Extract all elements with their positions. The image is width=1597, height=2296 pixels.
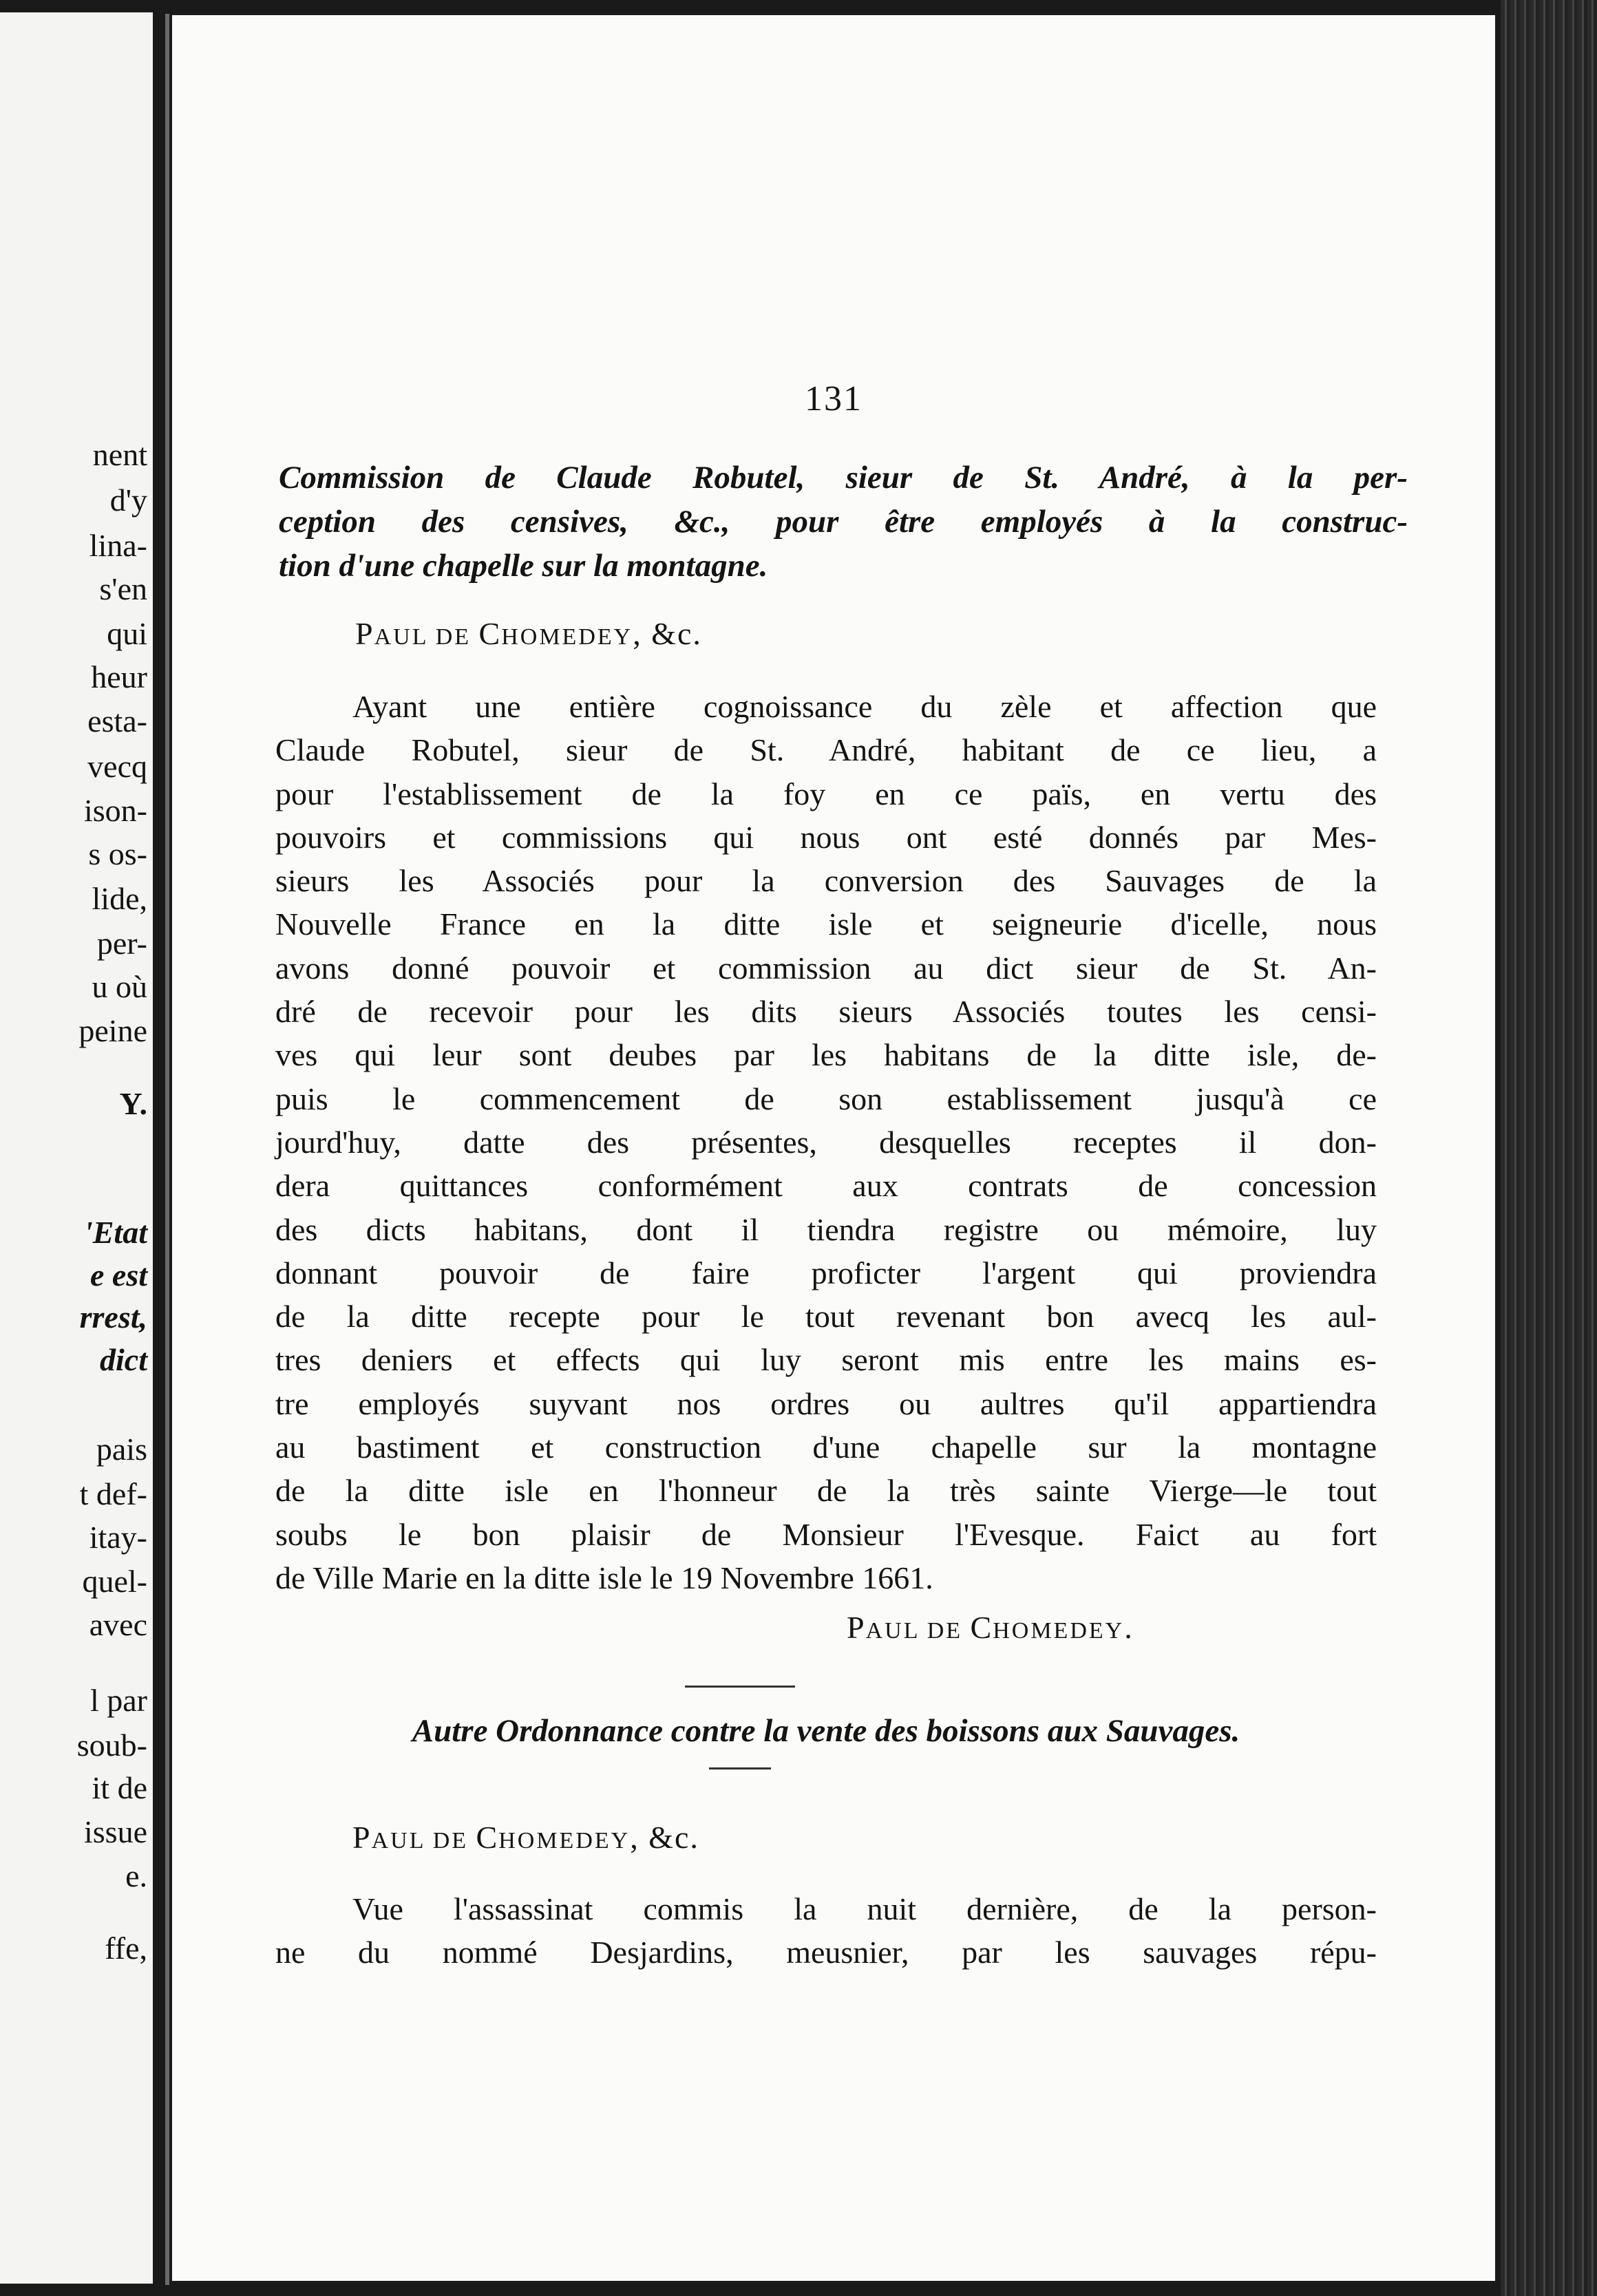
heading-line: Commission de Claude Robutel, sieur de St. André, à la per- <box>279 460 1408 496</box>
sig-initial: P <box>355 616 374 651</box>
body-line: tre employés suyvant nos ordres ou aultres qu'il appartiendra <box>275 1385 1377 1421</box>
left-page-fragment: esta- <box>87 703 147 738</box>
body-line: Nouvelle France en la ditte isle et seigneurie d'icelle, nous <box>275 906 1377 942</box>
body-line: ne du nommé Desjardins, meusnier, par les sauvages répu- <box>275 1935 1377 1970</box>
page-edge-shadow <box>1501 0 1597 2296</box>
sig-initial: C <box>476 1820 499 1855</box>
left-page-fragment: per- <box>96 926 147 961</box>
left-page-fragment: lina- <box>89 528 147 563</box>
sig-smallcaps: HOMEDEY <box>501 624 633 650</box>
left-page-fragment: heur <box>91 659 147 694</box>
commission-heading <box>279 456 1408 588</box>
left-page-fragment: vecq <box>87 749 147 784</box>
sig-smallcaps: AUL DE <box>865 1618 971 1644</box>
sig-tail: . <box>1124 1610 1134 1645</box>
sig-initial: C <box>970 1610 993 1645</box>
left-page-fragment: lide, <box>92 881 147 916</box>
ordonnance-title: Autre Ordonnance contre la vente des boissons aux Sauvages. <box>412 1713 1240 1749</box>
body-line: au bastiment et construction d'une chapelle sur la montagne <box>275 1429 1377 1465</box>
body-line: ves qui leur sont deubes par les habitans de la ditte isle, de- <box>275 1037 1377 1073</box>
body-line: de la ditte isle en l'honneur de la très sainte Vierge—le tout <box>275 1473 1377 1509</box>
body-line: de la ditte recepte pour le tout revenant bon avecq les aul- <box>275 1299 1377 1335</box>
body-line: Ayant une entière cognoissance du zèle et affection que <box>352 689 1377 724</box>
body-line: Claude Robutel, sieur de St. André, habitant de ce lieu, a <box>275 732 1377 768</box>
sig-initial: P <box>847 1610 866 1645</box>
left-page-fragment: itay- <box>89 1520 147 1555</box>
left-page-fragment: soub- <box>76 1728 147 1763</box>
left-page-fragment: s'en <box>99 571 147 606</box>
section-divider <box>709 1767 771 1769</box>
body-line: des dicts habitans, dont il tiendra registre ou mémoire, luy <box>275 1211 1377 1247</box>
body-line: Vue l'assassinat commis la nuit dernière, de la person- <box>352 1891 1377 1926</box>
commission-body <box>275 685 1377 1599</box>
left-page-fragment: l par <box>89 1683 147 1718</box>
page-number: 131 <box>805 379 863 418</box>
sig-tail: , &c. <box>633 616 702 651</box>
sig-smallcaps: AUL DE <box>371 1828 476 1853</box>
opening-signature <box>355 618 702 650</box>
body-line: dré de recevoir pour les dits sieurs Associés toutes les censi- <box>275 994 1377 1030</box>
section-divider <box>685 1686 795 1688</box>
closing-signature <box>847 1612 1134 1644</box>
body-line: avons donné pouvoir et commission au dict sieur de St. An- <box>275 950 1377 986</box>
left-page-fragment: s os- <box>88 836 147 871</box>
left-page-fragment: u où <box>92 969 147 1004</box>
body-line: soubs le bon plaisir de Monsieur l'Evesque. Faict au fort <box>275 1516 1377 1552</box>
body-line: tres deniers et effects qui luy seront mis entre les mains es- <box>275 1342 1377 1378</box>
left-page-fragment: 'Etat <box>83 1215 147 1250</box>
body-line: pouvoirs et commissions qui nous ont esté donnés par Mes- <box>275 819 1377 855</box>
heading-line: tion d'une chapelle sur la montagne. <box>279 548 768 584</box>
left-page-fragment: quel- <box>82 1564 147 1599</box>
left-page-fragment: nent <box>92 437 147 472</box>
body-line: dera quittances conformément aux contrats de concession <box>275 1168 1377 1204</box>
left-page-fragment: avec <box>89 1607 147 1642</box>
sig-smallcaps: HOMEDEY <box>993 1618 1125 1644</box>
sig-initial: P <box>352 1820 372 1855</box>
body-line: de Ville Marie en la ditte isle le 19 Novembre 1661. <box>275 1560 933 1595</box>
left-page-fragment: ison- <box>84 793 147 828</box>
left-facing-page <box>0 12 153 2284</box>
sig-smallcaps: AUL DE <box>374 624 479 650</box>
body-line: sieurs les Associés pour la conversion des Sauvages de la <box>275 863 1377 899</box>
gutter-shadow <box>165 14 169 2285</box>
heading-line: ception des censives, &c., pour être employés à la construc- <box>279 504 1408 540</box>
left-page-fragment: rrest, <box>79 1299 147 1335</box>
left-page-fragment: dict <box>100 1342 147 1377</box>
left-page-fragment: qui <box>107 616 147 651</box>
sig-tail: , &c. <box>630 1820 699 1855</box>
body-line: donnant pouvoir de faire proficter l'argent qui proviendra <box>275 1255 1377 1290</box>
sig-initial: C <box>478 616 502 651</box>
left-page-fragment: e est <box>89 1257 147 1293</box>
left-page-fragment: Y. <box>119 1086 147 1121</box>
sig-smallcaps: HOMEDEY <box>498 1828 631 1853</box>
left-page-fragment: ffe, <box>105 1931 147 1966</box>
second-opening-signature <box>352 1822 699 1853</box>
body-line: puis le commencement de son establissement jusqu'à ce <box>275 1081 1377 1116</box>
left-page-fragment: e. <box>125 1858 147 1893</box>
left-page-fragment: issue <box>84 1814 147 1849</box>
body-line: pour l'establissement de la foy en ce païs, en vertu des <box>275 776 1377 811</box>
right-page <box>172 15 1495 2281</box>
body-line: jourd'huy, datte des présentes, desquelles receptes il don- <box>275 1124 1377 1160</box>
left-page-fragment: it de <box>92 1770 147 1805</box>
left-page-fragment: pais <box>96 1432 147 1467</box>
left-page-fragment: peine <box>78 1013 147 1048</box>
left-page-fragment: t def- <box>79 1476 147 1511</box>
ordonnance-body <box>275 1887 1377 1974</box>
left-page-fragment: d'y <box>109 482 147 518</box>
